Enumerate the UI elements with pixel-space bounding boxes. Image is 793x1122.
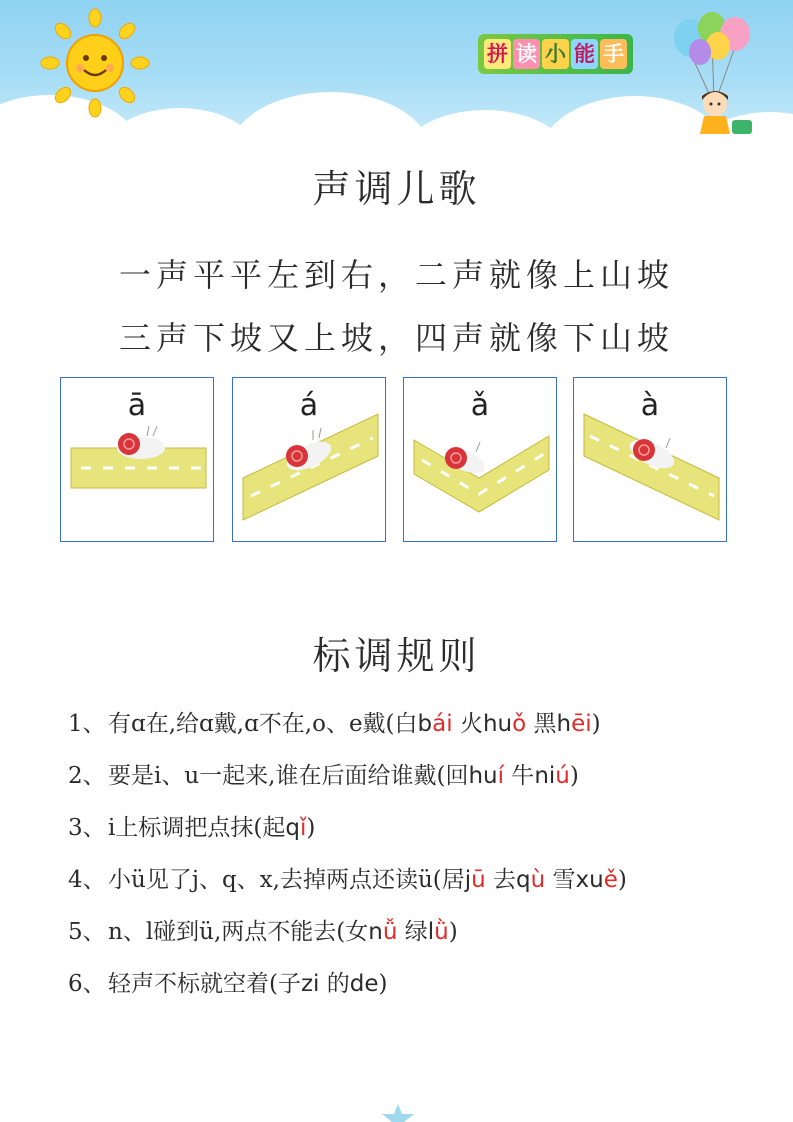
section-badge — [478, 34, 633, 74]
tone-mark: à — [640, 388, 660, 423]
tone-card-1 — [60, 377, 214, 542]
balloon-girl-illustration — [660, 12, 770, 140]
rules-title: 标调规则 — [312, 634, 481, 678]
sun-icon — [40, 8, 150, 118]
badge-char: 拼 — [484, 39, 511, 69]
badge-char: 读 — [513, 39, 540, 69]
tone-card-3 — [403, 377, 557, 542]
song-title: 声调儿歌 — [312, 167, 481, 211]
tone-mark: á — [299, 388, 319, 423]
tone-card-2 — [232, 377, 386, 542]
tone-mark: ā — [127, 388, 147, 423]
rule-item: 5、 n、l碰到ü,两点不能去(女nǚ 绿lǜ) — [68, 919, 458, 945]
rule-item: 4、 小ü见了j、q、x,去掉两点还读ü(居jū 去qù 雪xuě) — [68, 867, 627, 893]
poem-line-1: 一声平平左到右，二声就像上山坡 — [118, 256, 674, 294]
rule-item: 3、 i上标调把点抹(起qǐ) — [68, 815, 316, 841]
tone-mark: ǎ — [470, 388, 490, 423]
badge-char: 小 — [542, 39, 569, 69]
rule-item: 2、 要是i、u一起来,谁在后面给谁戴(回huí 牛niú) — [68, 763, 579, 789]
poem-line-2: 三声下坡又上坡，四声就像下山坡 — [118, 319, 674, 357]
badge-char: 能 — [571, 39, 598, 69]
rule-item: 1、 有ɑ在,给ɑ戴,ɑ不在,o、e戴(白bái 火huǒ 黑hēi) — [68, 711, 601, 737]
star-decoration-icon — [378, 1102, 418, 1122]
tone-card-4 — [573, 377, 727, 542]
rules-list — [68, 698, 768, 1010]
badge-char: 手 — [600, 39, 627, 69]
rule-item: 6、 轻声不标就空着(子zi 的de) — [68, 971, 388, 997]
